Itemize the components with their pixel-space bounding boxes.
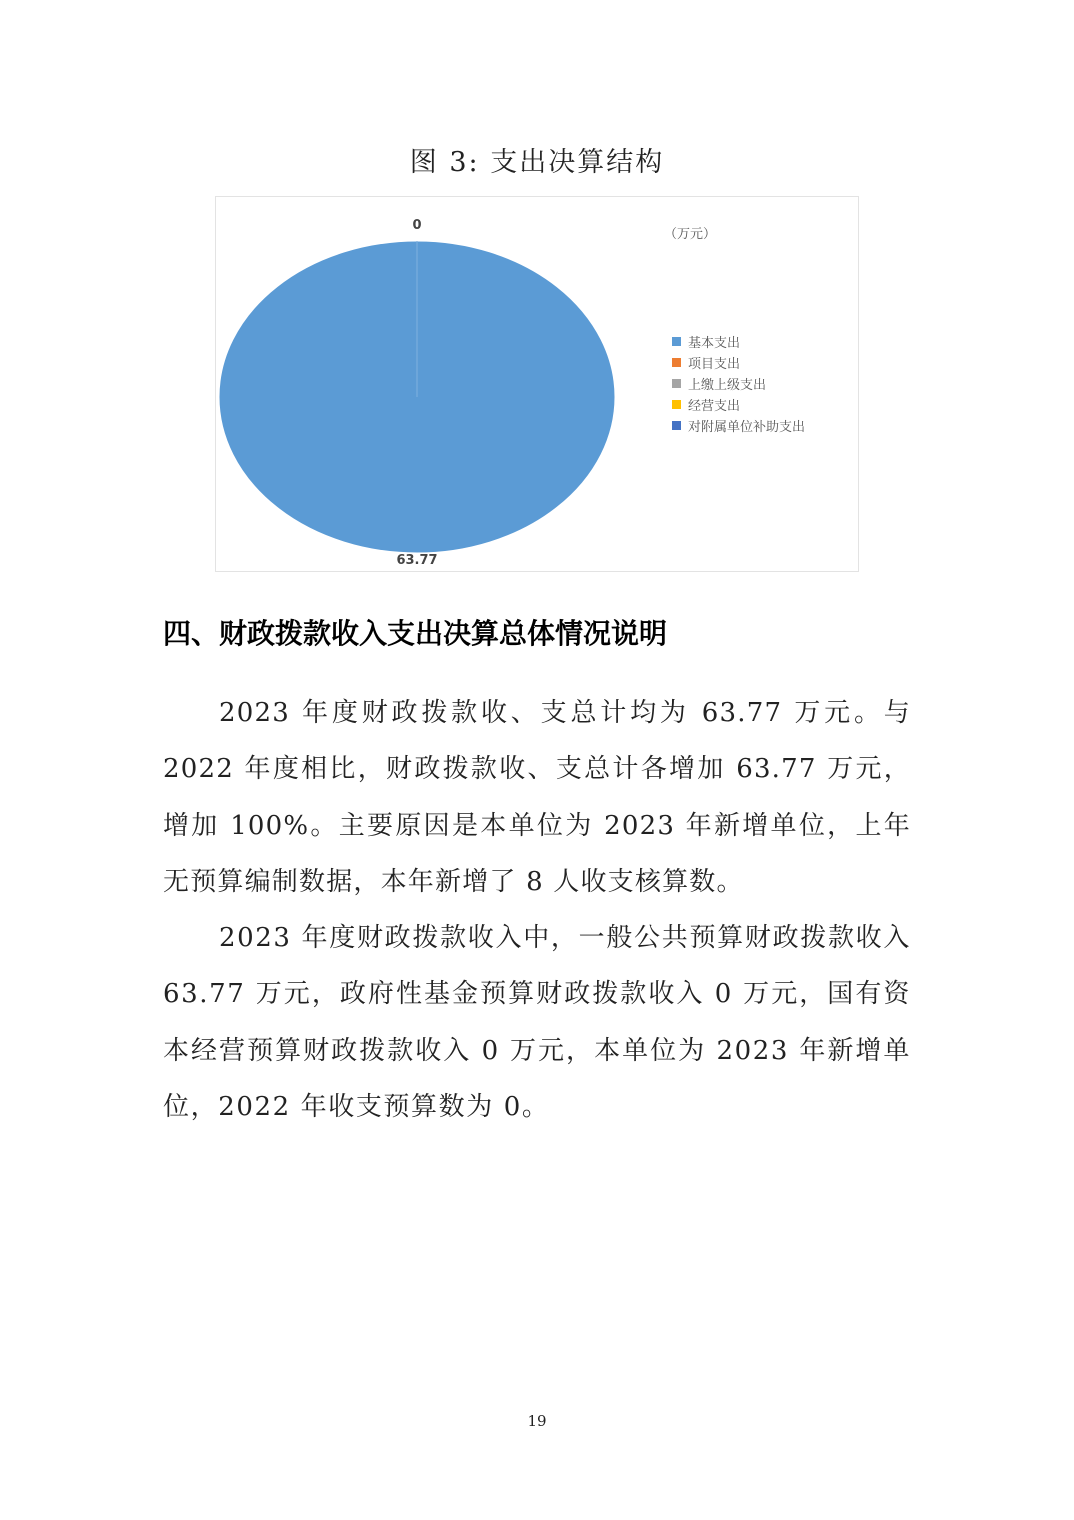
figure-caption: 图 3: 支出决算结构 xyxy=(409,147,665,178)
page-number: 19 xyxy=(527,1412,547,1430)
legend-swatch xyxy=(672,400,681,409)
paragraph-2: 2023 年度财政拨款收入中，一般公共预算财政拨款收入 63.77 万元，政府性基金预算财政拨款收入 0 万元，国有资本经营预算财政拨款收入 0 万元，本单位为 2023 年新增单位，2022 年收支预算数为 0。 xyxy=(163,923,911,1122)
unit-label: （万元） xyxy=(664,227,717,242)
legend-label: 对附属单位补助支出 xyxy=(688,420,806,435)
pie-chart xyxy=(215,196,859,572)
legend-item-operating xyxy=(672,394,805,415)
legend-label: 经营支出 xyxy=(688,399,741,414)
legend-item-basic xyxy=(672,331,805,352)
legend-item-project xyxy=(672,352,805,373)
legend-swatch xyxy=(672,421,681,430)
chart-legend xyxy=(672,331,805,436)
legend-swatch xyxy=(672,358,681,367)
legend-item-subsidiary-subsidy xyxy=(672,415,805,436)
legend-label: 项目支出 xyxy=(688,357,741,372)
legend-swatch xyxy=(672,337,681,346)
legend-label: 基本支出 xyxy=(688,336,741,351)
section-heading: 四、财政拨款收入支出决算总体情况说明 xyxy=(163,617,668,650)
legend-label: 上缴上级支出 xyxy=(688,378,767,393)
legend-item-remit-superior xyxy=(672,373,805,394)
data-label-zero: 0 xyxy=(412,218,422,233)
paragraph-1: 2023 年度财政拨款收、支总计均为 63.77 万元。与 2022 年度相比，财政拨款收、支总计各增加 63.77 万元，增加 100%。主要原因是本单位为 2023 年新增单位，上年无预算编制数据，本年新增了 8 人收支核算数。 xyxy=(163,698,911,897)
legend-swatch xyxy=(672,379,681,388)
data-label-basic-expenditure: 63.77 xyxy=(396,553,438,568)
